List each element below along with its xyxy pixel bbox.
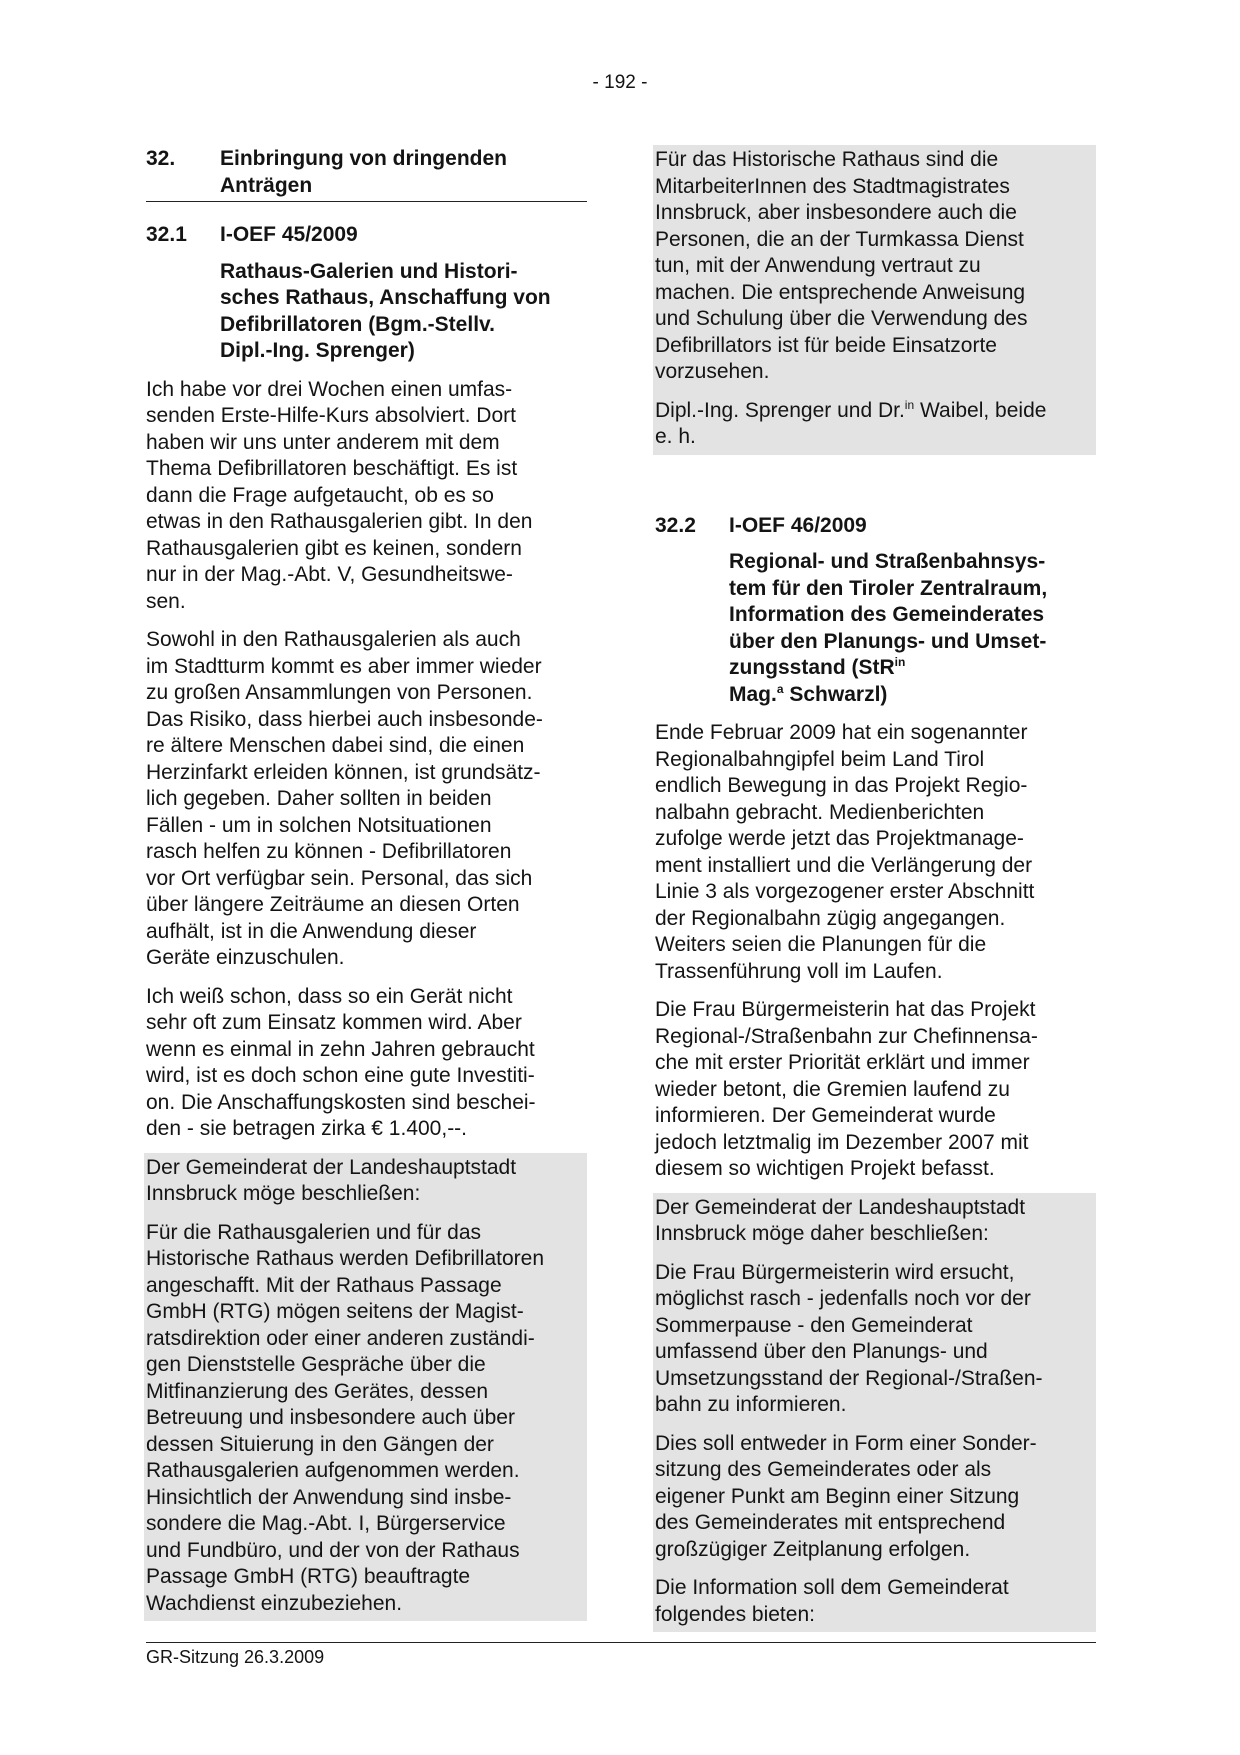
text-line: Trassenführung voll im Laufen. (655, 959, 943, 983)
motion-intro (655, 1195, 1092, 1248)
text-line: Ich habe vor drei Wochen einen umfas- (146, 377, 513, 401)
text-line: Personen, die an der Turmkassa Dienst (655, 227, 1024, 251)
motion-text (655, 1260, 1092, 1419)
text-line: Passage GmbH (RTG) beauftragte (146, 1565, 471, 1588)
text-line: Der Gemeinderat der Landeshauptstadt (146, 1155, 517, 1179)
title-line: Rathaus-Galerien und Histori- (220, 259, 518, 283)
subsection-number: 32.1 (146, 223, 187, 246)
motion-text (655, 1575, 1092, 1628)
text-line: eigener Punkt am Beginn einer Sitzung (655, 1484, 1020, 1508)
left-column (146, 146, 587, 1621)
text-line: Das Risiko, dass hierbei auch insbesonde- (146, 707, 543, 731)
text-line: Der Gemeinderat der Landeshauptstadt (655, 1195, 1026, 1219)
text-line: Dies soll entweder in Form einer Sonder- (655, 1431, 1037, 1455)
superscript: in (904, 397, 915, 412)
text-line: sondere die Mag.-Abt. I, Bürgerservice (146, 1512, 506, 1535)
text-line: sitzung des Gemeinderates oder als (655, 1458, 992, 1481)
title-text: Schwarzl) (783, 682, 888, 706)
text-line: Ende Februar 2009 hat ein sogenannter (655, 721, 1028, 744)
text-line: sen. (146, 589, 186, 613)
text-line: Historische Rathaus werden Defibrillatoren (146, 1247, 545, 1270)
text-line: MitarbeiterInnen des Stadtmagistrates (655, 174, 1010, 198)
text-line: jedoch letztmalig im Dezember 2007 mit (655, 1130, 1029, 1154)
subsection-number: 32.2 (655, 513, 696, 537)
text-line: Die Frau Bürgermeisterin wird ersucht, (655, 1260, 1015, 1284)
text-line: Hinsichtlich der Anwendung sind insbe- (146, 1485, 512, 1509)
text-line: vorzusehen. (655, 360, 770, 383)
text-line: rasch helfen zu können - Defibrillatoren (146, 840, 512, 863)
text-line: Herzinfarkt erleiden können, ist grundsätz- (146, 760, 541, 784)
text-line: Die Information soll dem Gemeinderat (655, 1576, 1009, 1599)
signature-text: Waibel, beide (914, 398, 1047, 422)
text-line: sehr oft zum Einsatz kommen wird. Aber (146, 1011, 522, 1034)
text-line: Fällen - um in solchen Notsituationen (146, 813, 492, 837)
text-line: und Schulung über die Verwendung des (655, 307, 1028, 330)
text-line: Für das Historische Rathaus sind die (655, 148, 999, 171)
text-line: angeschafft. Mit der Rathaus Passage (146, 1273, 502, 1297)
title-line: Regional- und Straßenbahnsys- (729, 550, 1046, 573)
motion-box (653, 1193, 1096, 1633)
text-line: Für die Rathausgalerien und für das (146, 1220, 482, 1244)
subsection-heading (146, 222, 587, 249)
text-line: wird, ist es doch schon eine gute Investiti- (146, 1064, 535, 1087)
text-line: informieren. Der Gemeinderat wurde (655, 1104, 996, 1127)
text-line: GmbH (RTG) mögen seitens der Magist- (146, 1300, 524, 1323)
body-paragraph (655, 720, 1096, 985)
text-line: haben wir uns unter anderem mit dem (146, 430, 500, 454)
text-line: Regionalbahngipfel beim Land Tirol (655, 747, 985, 771)
text-line: möglichst rasch - jedenfalls noch vor der (655, 1287, 1031, 1310)
footer-divider (146, 1642, 1096, 1643)
text-line: wieder betont, die Gremien laufend zu (655, 1077, 1010, 1101)
text-line (655, 398, 1092, 425)
title-text: zungsstand (StR (729, 656, 895, 679)
text-line: ment installiert und die Verlängerung der (655, 853, 1033, 877)
title-text: Mag. (729, 682, 777, 706)
text-line: Die Frau Bürgermeisterin hat das Projekt (655, 998, 1036, 1021)
text-line: senden Erste-Hilfe-Kurs absolviert. Dort (146, 404, 516, 427)
section-title-line: Einbringung von dringenden (220, 147, 507, 170)
text-line: Ich weiß schon, dass so ein Gerät nicht (146, 984, 513, 1008)
footer-text: GR-Sitzung 26.3.2009 (146, 1647, 325, 1667)
section-number: 32. (146, 147, 176, 170)
text-line: Mitfinanzierung des Gerätes, dessen (146, 1379, 489, 1403)
text-line: zu großen Ansammlungen von Personen. (146, 681, 533, 704)
text-line: Betreuung und insbesondere auch über (146, 1406, 515, 1429)
title-line: Dipl.-Ing. Sprenger) (220, 339, 415, 362)
right-column (655, 145, 1096, 1632)
text-line: tun, mit der Anwendung vertraut zu (655, 254, 981, 277)
text-line: Regional-/Straßenbahn zur Chefinnensa- (655, 1024, 1038, 1048)
superscript: a (776, 681, 784, 696)
title-line: über den Planungs- und Umset- (729, 629, 1047, 653)
subsection-title (729, 549, 1096, 708)
text-line: ratsdirektion oder einer anderen zuständi- (146, 1326, 535, 1350)
text-line: etwas in den Rathausgalerien gibt. In den (146, 510, 533, 533)
text-line: Innsbruck, aber insbesondere auch die (655, 201, 1017, 224)
text-line: re ältere Menschen dabei sind, die einen (146, 734, 525, 757)
title-line: sches Rathaus, Anschaffung von (220, 286, 551, 309)
body-paragraph (146, 377, 587, 616)
text-line: Weiters seien die Planungen für die (655, 933, 987, 956)
text-line: Sowohl in den Rathausgalerien als auch (146, 628, 521, 651)
text-line: im Stadtturm kommt es aber immer wieder (146, 654, 542, 678)
motion-text (655, 147, 1092, 386)
text-line: dessen Situierung in den Gängen der (146, 1432, 494, 1456)
superscript: in (894, 655, 906, 669)
text-line: nur in der Mag.-Abt. V, Gesundheitswe- (146, 563, 513, 586)
text-line: Sommerpause - den Gemeinderat (655, 1313, 973, 1337)
subsection-id: I-OEF 45/2009 (220, 223, 358, 246)
text-line: machen. Die entsprechende Anweisung (655, 280, 1026, 304)
text-line: Thema Defibrillatoren beschäftigt. Es ist (146, 457, 518, 480)
motion-box (144, 1153, 587, 1622)
body-paragraph (146, 627, 587, 972)
text-line: des Gemeinderates mit entsprechend (655, 1511, 1006, 1534)
motion-box-continued (653, 145, 1096, 455)
section-heading (146, 146, 587, 202)
text-line: endlich Bewegung in das Projekt Regio- (655, 774, 1028, 797)
section-title-line: Anträgen (220, 173, 313, 197)
motion-text (655, 1431, 1092, 1564)
subsection-heading (655, 513, 1096, 540)
motion-text (146, 1220, 583, 1618)
text-line: Wachdienst einzubeziehen. (146, 1591, 403, 1615)
text-line: lich gegeben. Daher sollten in beiden (146, 787, 492, 810)
text-line: che mit erster Priorität erklärt und immer (655, 1051, 1030, 1074)
body-paragraph (655, 997, 1096, 1183)
text-line: Innsbruck möge beschließen: (146, 1182, 421, 1205)
text-line: Defibrillators ist für beide Einsatzorte (655, 333, 997, 357)
text-line: diesem so wichtigen Projekt befasst. (655, 1157, 995, 1180)
title-line (729, 655, 1096, 682)
text-line: den - sie betragen zirka € 1.400,--. (146, 1117, 468, 1140)
body-paragraph (146, 984, 587, 1143)
text-line: Rathausgalerien aufgenommen werden. (146, 1459, 520, 1482)
title-line: Information des Gemeinderates (729, 603, 1045, 626)
text-line: Innsbruck möge daher beschließen: (655, 1222, 989, 1245)
text-line: nalbahn gebracht. Medienberichten (655, 800, 985, 824)
text-line: aufhält, ist in die Anwendung dieser (146, 919, 477, 943)
motion-intro (146, 1155, 583, 1208)
text-line: Geräte einzuschulen. (146, 946, 345, 969)
text-line: dann die Frage aufgetaucht, ob es so (146, 483, 494, 507)
text-line: Linie 3 als vorgezogener erster Abschnitt (655, 880, 1035, 903)
signature-text: Dipl.-Ing. Sprenger und Dr. (655, 398, 905, 422)
text-line: umfassend über den Planungs- und (655, 1340, 988, 1363)
text-line: vor Ort verfügbar sein. Personal, das sich (146, 866, 533, 890)
title-line (729, 682, 1096, 709)
page-number: - 192 - (592, 72, 648, 93)
text-line: und Fundbüro, und der von der Rathaus (146, 1538, 520, 1562)
subsection-id: I-OEF 46/2009 (729, 513, 867, 537)
text-line: on. Die Anschaffungskosten sind beschei- (146, 1090, 536, 1114)
text-line: bahn zu informieren. (655, 1393, 847, 1416)
title-line: tem für den Tiroler Zentralraum, (729, 576, 1048, 600)
text-line: zufolge werde jetzt das Projektmanage- (655, 827, 1024, 850)
text-line: e. h. (655, 425, 696, 448)
text-line: Umsetzungsstand der Regional-/Straßen- (655, 1366, 1043, 1390)
subsection-title (220, 259, 587, 365)
text-line: Rathausgalerien gibt es keinen, sondern (146, 536, 522, 560)
text-line: über längere Zeiträume an diesen Orten (146, 893, 520, 916)
text-line: folgendes bieten: (655, 1602, 815, 1626)
signature (655, 398, 1092, 451)
text-line: wenn es einmal in zehn Jahren gebraucht (146, 1037, 535, 1061)
text-line: der Regionalbahn zügig angegangen. (655, 906, 1006, 930)
text-line: gen Dienststelle Gespräche über die (146, 1353, 486, 1376)
text-line: großzügiger Zeitplanung erfolgen. (655, 1537, 971, 1561)
title-line: Defibrillatoren (Bgm.-Stellv. (220, 312, 495, 336)
